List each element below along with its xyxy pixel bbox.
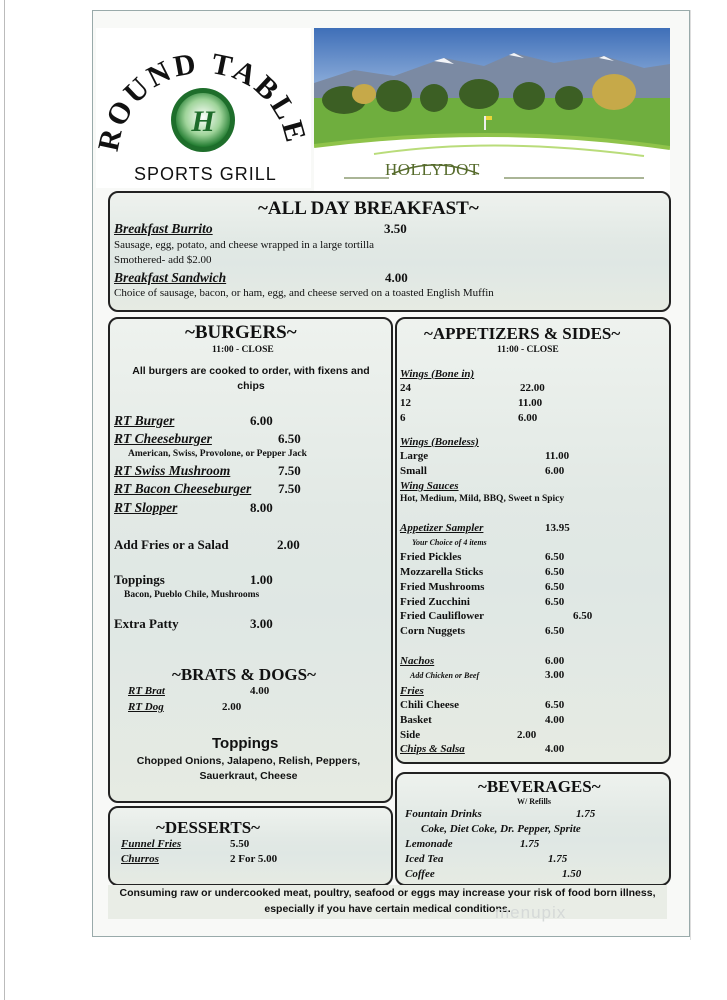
sampler-note: Your Choice of 4 items [412,538,487,547]
extra-patty-name: Extra Patty [114,616,179,631]
rt-slopper-name: RT Slopper [114,500,178,515]
nachos-note: Add Chicken or Beef [410,671,480,680]
fountain-drinks-name: Fountain Drinks [405,808,482,820]
burger-toppings-name: Toppings [114,572,165,587]
nachos-note-price: 3.00 [545,669,565,681]
rt-burger-name: RT Burger [114,413,175,428]
wings-bone-6: 6 [400,412,406,424]
rt-slopper-price: 8.00 [250,500,273,515]
svg-text:H: H [191,105,215,138]
fries-side-price: 2.00 [517,729,537,741]
breakfast-title: ~ALL DAY BREAKFAST~ [258,198,479,219]
logo-arc-text: OUND TABLE [99,46,311,149]
sampler-item-3: Fried Mushrooms [400,581,485,593]
breakfast-burrito-price: 3.50 [384,221,407,236]
fountain-drinks-desc: Coke, Diet Coke, Dr. Pepper, Sprite [421,823,581,835]
sampler-item-3-price: 6.50 [545,581,565,593]
beverages-title: ~BEVERAGES~ [478,777,601,796]
burger-toppings-desc: Bacon, Pueblo Chile, Mushrooms [124,590,260,600]
appetizers-hours: 11:00 - CLOSE [497,345,559,355]
wings-bone-24-price: 22.00 [520,382,545,394]
rt-bacon-cheeseburger-price: 7.50 [278,481,301,496]
sampler-item-5: Fried Cauliflower [400,610,485,622]
wing-sauces-title: Wing Sauces [400,480,459,492]
burgers-title: ~BURGERS~ [185,322,297,343]
rt-cheeseburger-price: 6.50 [278,431,301,446]
wings-boneless-small: Small [400,465,427,477]
wings-bone-12-price: 11.00 [518,397,543,409]
page-edge [4,0,5,1000]
coffee-price: 1.50 [562,868,582,880]
brats-toppings-line2: Sauerkraut, Cheese [199,770,298,782]
funnel-fries-price: 5.50 [230,838,250,850]
golf-course-photo [314,28,670,191]
nachos-title: Nachos [400,655,435,667]
burger-toppings-price: 1.00 [250,572,273,587]
lemonade-price: 1.75 [520,838,540,850]
sampler-item-1: Fried Pickles [400,551,462,563]
watermark-text: menupix [495,903,567,922]
sampler-item-2-price: 6.50 [545,566,565,578]
churros-name: Churros [121,853,159,865]
rt-cheeseburger-name: RT Cheeseburger [114,431,212,446]
sampler-item-6-price: 6.50 [545,625,565,637]
breakfast-burrito-extra: Smothered- add $2.00 [114,254,212,266]
rt-swiss-mushroom-name: RT Swiss Mushroom [114,463,231,478]
wings-bone-title: Wings (Bone in) [400,368,475,380]
sampler-price: 13.95 [545,522,570,534]
brats-toppings-title: Toppings [212,735,279,752]
sampler-item-4: Fried Zucchini [400,596,470,608]
extra-patty-price: 3.00 [250,616,273,631]
sampler-item-2: Mozzarella Sticks [400,566,484,578]
beverages-note: W/ Refills [517,797,551,806]
fries-chili-cheese-price: 6.50 [545,699,565,711]
add-fries-price: 2.00 [277,537,300,552]
brats-title: ~BRATS & DOGS~ [172,665,316,684]
nachos-price: 6.00 [545,655,565,667]
chips-salsa-price: 4.00 [545,743,565,755]
breakfast-sandwich-price: 4.00 [385,270,408,285]
burgers-note: All burgers are cooked to order, with fixens and chips [132,365,370,392]
burgers-hours: 11:00 - CLOSE [212,345,274,355]
fries-basket: Basket [400,714,432,726]
iced-tea-name: Iced Tea [405,853,444,865]
wings-boneless-title: Wings (Boneless) [400,436,479,448]
add-fries-name: Add Fries or a Salad [114,537,229,552]
rt-dog-name: RT Dog [128,701,164,713]
rt-bacon-cheeseburger-name: RT Bacon Cheeseburger [114,481,252,496]
breakfast-sandwich-desc: Choice of sausage, bacon, or ham, egg, and cheese served on a toasted English Muffin [114,287,494,299]
rt-brat-price: 4.00 [250,685,270,697]
fries-title: Fries [400,685,424,697]
food-safety-disclaimer [108,885,667,919]
disclaimer-line-2: especially if you have certain medical conditions. [264,903,511,915]
breakfast-burrito-name: Breakfast Burrito [114,221,213,236]
breakfast-burrito-desc: Sausage, egg, potato, and cheese wrapped in a large tortilla [114,239,375,251]
iced-tea-price: 1.75 [548,853,568,865]
fries-side: Side [400,729,421,741]
wings-boneless-large: Large [400,450,429,462]
fries-basket-price: 4.00 [545,714,565,726]
wings-bone-12: 12 [400,397,411,409]
sports-grill-text: SPORTS GRILL [134,164,277,184]
rt-dog-price: 2.00 [222,701,242,713]
fountain-drinks-price: 1.75 [576,808,596,820]
fries-chili-cheese: Chili Cheese [400,699,459,711]
sampler-title: Appetizer Sampler [400,522,484,534]
brats-toppings-line1: Chopped Onions, Jalapeno, Relish, Peppers, [136,755,361,767]
wings-bone-6-price: 6.00 [518,412,538,424]
wings-bone-24: 24 [400,382,411,394]
churros-price: 2 For 5.00 [230,853,278,865]
rt-brat-name: RT Brat [128,685,165,697]
sampler-item-4-price: 6.50 [545,596,565,608]
funnel-fries-name: Funnel Fries [121,838,182,850]
breakfast-sandwich-name: Breakfast Sandwich [114,270,227,285]
wing-sauces-desc: Hot, Medium, Mild, BBQ, Sweet n Spicy [400,494,565,504]
appetizers-title: ~APPETIZERS & SIDES~ [424,324,621,343]
rt-cheeseburger-desc: American, Swiss, Provolone, or Pepper Jack [128,449,307,459]
rt-swiss-mushroom-price: 7.50 [278,463,301,478]
hollydot-logo-text: HOLLYDOT [385,160,480,179]
disclaimer-line-1: Consuming raw or undercooked meat, poultry, seafood or eggs may increase your risk of food born illness, [119,887,656,899]
sampler-item-6: Corn Nuggets [400,625,466,637]
page-edge-right [690,10,691,940]
wings-boneless-large-price: 11.00 [545,450,570,462]
lemonade-name: Lemonade [405,838,453,850]
sampler-item-1-price: 6.50 [545,551,565,563]
wings-boneless-small-price: 6.00 [545,465,565,477]
chips-salsa-title: Chips & Salsa [400,743,465,755]
coffee-name: Coffee [405,868,435,880]
sampler-item-5-price: 6.50 [573,610,593,622]
rt-burger-price: 6.00 [250,413,273,428]
desserts-title: ~DESSERTS~ [156,818,261,837]
